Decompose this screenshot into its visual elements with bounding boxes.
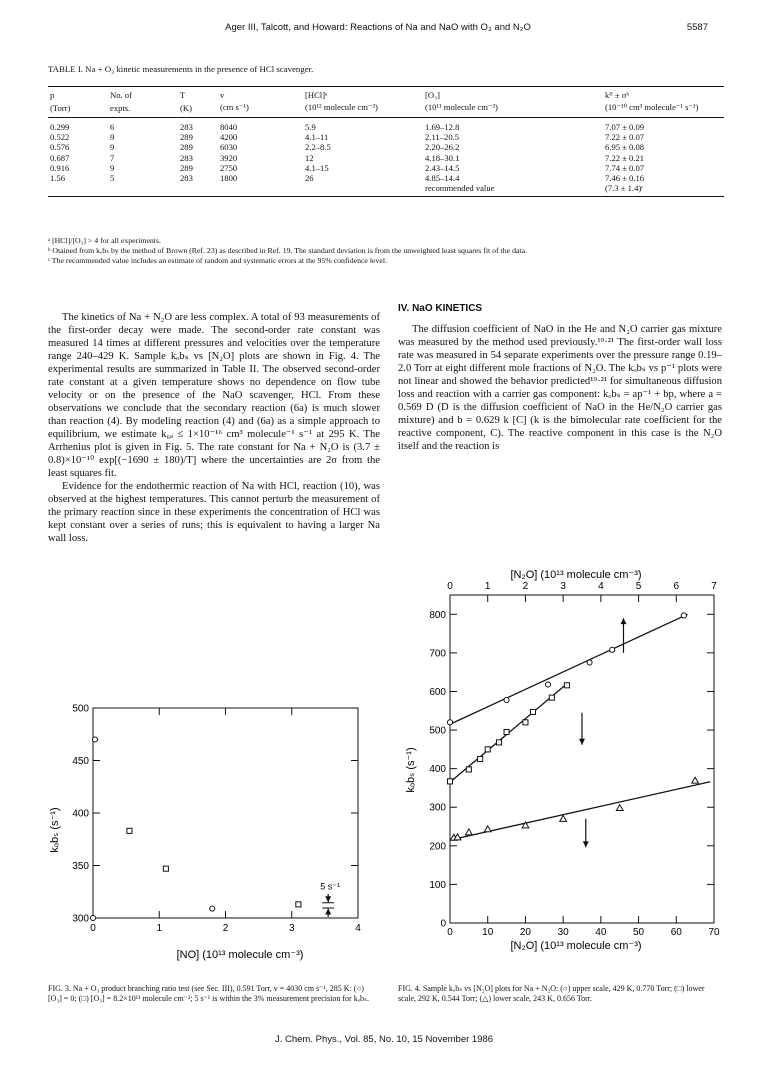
table-cell: (7.3 ± 1.4)ᶜ (603, 183, 724, 197)
fig4-xlabel: [N₂O] (10¹³ molecule cm⁻³) (510, 940, 642, 952)
top-x-tick-label: 6 (673, 581, 680, 592)
table-cell (108, 183, 178, 197)
table-cell: 5.9 (305, 122, 316, 132)
data-point (546, 682, 551, 687)
table-cell (178, 183, 218, 197)
table-cell: 0.299 (50, 122, 70, 132)
table-cell: 4.1–15 (305, 162, 329, 173)
y-tick-label: 450 (72, 756, 89, 767)
data-point (466, 767, 471, 772)
table-cell: 2.43–14.5 (425, 162, 460, 173)
table-cell: 8040 (220, 122, 238, 132)
table-row (48, 118, 724, 133)
x-tick-label: 4 (355, 923, 361, 934)
y-tick-label: 350 (72, 861, 89, 872)
table-body (48, 118, 724, 197)
table-cell: 289 (180, 132, 193, 143)
table-cell: 9 (110, 132, 115, 143)
column-unit: (10⁻¹⁰ cm³ molecule⁻¹ s⁻¹) (603, 101, 724, 118)
column-header: p (48, 87, 108, 102)
arrow-head (325, 909, 331, 915)
x-tick-label: 0 (447, 927, 453, 938)
x-tick-label: 10 (482, 927, 494, 938)
right-column (398, 323, 722, 453)
table-cell: 4.1–11 (305, 132, 329, 143)
table-row (48, 142, 724, 152)
table-cell: 6 (110, 122, 115, 132)
column-unit: (Torr) (48, 101, 108, 118)
data-point (447, 779, 452, 784)
table-cell: 6.95 ± 0.08 (605, 142, 645, 153)
fit-line (450, 614, 688, 724)
left-column (48, 311, 380, 545)
data-point (530, 709, 535, 714)
data-point (478, 756, 483, 761)
data-point (692, 777, 699, 783)
x-tick-label: 3 (288, 923, 295, 934)
table-caption: TABLE I. Na + O₃ kinetic measurements in the presence of HCl scavenger. (48, 64, 314, 74)
table-row (48, 183, 724, 197)
data-point (610, 647, 615, 652)
arrow-head (583, 841, 589, 847)
column-unit: (10¹² molecule cm⁻³) (303, 101, 423, 118)
data-point (92, 737, 97, 742)
x-tick-label: 70 (708, 927, 720, 938)
table-row (48, 153, 724, 163)
y-tick-label: 700 (429, 648, 446, 660)
journal-footer: J. Chem. Phys., Vol. 85, No. 10, 15 November 1986 (274, 1034, 494, 1045)
table-cell: 1.56 (50, 173, 66, 184)
y-tick-label: 100 (429, 879, 446, 891)
table-cell: 289 (180, 162, 193, 173)
column-header: [HCl]ᵃ (303, 87, 423, 102)
plot-frame (93, 708, 358, 918)
fig4-top-label: [N₂O] (10¹³ molecule cm⁻³) (510, 569, 642, 581)
section-heading: IV. NaO KINETICS (398, 303, 483, 314)
column-unit: expts. (108, 101, 178, 118)
data-point (127, 828, 132, 833)
table-footnote-a: ᵃ [HCl]/[O₃] > 4 for all experiments. (48, 236, 161, 245)
figure-4-chart (398, 565, 728, 975)
table-cell: 2.2–8.5 (305, 142, 331, 153)
paragraph: Evidence for the endothermic reaction of Na with HCl, reaction (10), was observed at the highest temperatures. This cannot perturb the measurement of the primary reaction since in these experiments the concentration of HCl was kept constant over a series of runs; this is equivalent to having a larger Na wall loss. (48, 481, 380, 544)
table-cell: 0.687 (50, 152, 70, 163)
table-cell: 12 (305, 152, 314, 163)
y-tick-label: 800 (429, 609, 446, 621)
kinetics-table (48, 86, 724, 197)
y-tick-label: 600 (429, 686, 446, 698)
data-point (485, 747, 490, 752)
data-point (681, 613, 686, 618)
table-cell: recommended value (423, 183, 603, 197)
y-tick-label: 0 (440, 918, 446, 930)
y-tick-label: 300 (72, 913, 89, 925)
top-x-tick-label: 1 (484, 581, 491, 592)
table-cell: 289 (180, 142, 193, 153)
table-cell (218, 183, 303, 197)
column-header: [O₃] (423, 87, 603, 102)
figure-4-caption: FIG. 4. Sample kₒbₛ vs [N₂O] plots for Na + N₂O: (○) upper scale, 429 K, 0.770 Torr; (□) lower scale, 292 K, 0.544 Torr; (△) lower scale, 243 K, 0.656 Torr. (398, 984, 705, 1003)
table-cell: 1.69–12.8 (425, 122, 460, 132)
table-cell: 7.07 ± 0.09 (605, 122, 645, 132)
y-tick-label: 400 (72, 808, 89, 820)
table-cell: 5 (110, 173, 115, 184)
arrow-head (325, 896, 331, 902)
data-point (504, 697, 509, 702)
table-cell (303, 183, 423, 197)
table-row (48, 132, 724, 142)
figure-3-chart (40, 690, 380, 970)
data-point (549, 695, 554, 700)
table-cell: 0.916 (50, 162, 70, 173)
table-cell: 283 (180, 173, 193, 184)
data-point (484, 826, 491, 832)
top-x-tick-label: 3 (560, 581, 566, 592)
table-cell: 3920 (220, 152, 238, 163)
column-header: v (218, 87, 303, 102)
x-tick-label: 0 (90, 923, 96, 934)
x-tick-label: 1 (156, 923, 163, 934)
data-point (523, 720, 528, 725)
page-number: 5587 (686, 22, 708, 33)
table-cell: 0.522 (50, 132, 70, 143)
column-header: T (178, 87, 218, 102)
table-cell: 2.20–26.2 (425, 142, 460, 153)
x-tick-label: 40 (595, 927, 607, 938)
table-cell: 4.85–14.4 (425, 173, 460, 184)
data-point (587, 660, 592, 665)
top-x-tick-label: 2 (522, 581, 529, 592)
data-point (616, 805, 623, 811)
top-x-tick-label: 0 (447, 581, 453, 592)
x-tick-label: 30 (557, 927, 569, 938)
x-tick-label: 50 (633, 927, 645, 938)
annotation-label: 5 s⁻¹ (320, 881, 341, 892)
y-tick-label: 200 (429, 841, 446, 853)
y-tick-label: 300 (429, 802, 446, 814)
y-tick-label: 400 (429, 764, 446, 776)
top-x-tick-label: 7 (711, 581, 717, 592)
column-unit: (cm s⁻¹) (218, 101, 303, 118)
table-footnote-b: ᵇ Otained from kₒbₛ by the method of Brown (Ref. 23) as described in Ref. 19. The standard deviation is from the unweighted least squares fit of the data. (48, 246, 528, 255)
data-point (496, 740, 501, 745)
x-tick-label: 20 (519, 927, 531, 938)
table-cell: 283 (180, 122, 193, 132)
table-cell: 7 (110, 152, 115, 163)
table-cell: 4200 (220, 132, 238, 143)
arrow-head (579, 739, 585, 745)
table-row (48, 173, 724, 183)
fig3-xlabel: [NO] (10¹³ molecule cm⁻³) (176, 949, 304, 961)
data-point (465, 829, 472, 835)
column-unit: (10¹¹ molecule cm⁻³) (423, 101, 603, 118)
table-cell (48, 183, 108, 197)
table-cell: 283 (180, 152, 193, 163)
table-footnote-c: ᶜ The recommended value includes an estimate of random and systematic errors at the 95% confidence level. (48, 256, 387, 265)
table-row (48, 163, 724, 173)
x-tick-label: 2 (222, 923, 229, 934)
data-point (163, 866, 168, 871)
y-tick-label: 500 (429, 725, 446, 737)
top-x-tick-label: 5 (635, 581, 642, 592)
table-cell: 9 (110, 162, 115, 173)
table-cell: 7.74 ± 0.07 (605, 162, 645, 173)
fig4-ylabel: kₒbₛ (s⁻¹) (405, 747, 417, 793)
y-tick-label: 500 (72, 703, 89, 715)
x-tick-label: 60 (670, 927, 682, 938)
table-cell: 1800 (220, 173, 238, 184)
top-x-tick-label: 4 (598, 581, 604, 592)
data-point (504, 729, 509, 734)
paragraph: The diffusion coefficient of NaO in the He and N₂O carrier gas mixture was measured by the method used previously.¹⁹·²¹ The first-order wall loss rate was measured in 54 separate experiments over the pressure range 0.19–2.0 Torr at eight different mole fractions of N₂O. The kₒbₛ vs p⁻¹ plots were not linear and showed the behavior predicted¹⁹·²¹ for simultaneous diffusion loss and reaction with a carrier gas component: kₒbₛ = ap⁻¹ + bp, where a = 0.569 D (D is the diffusion coefficient of NaO in the He/N₂O carrier gas mixture) and b = 0.629 k [C] (k is the bimolecular rate coefficient for the reactive component, C). The reactive component in this case is the N₂O itself and the reaction is (398, 324, 722, 452)
data-point (90, 915, 95, 920)
column-header: kᴵᴵ ± σᵇ (603, 87, 724, 102)
table-cell: 2750 (220, 162, 238, 173)
table-cell: 2.11–20.5 (425, 132, 460, 143)
arrow-head (620, 618, 626, 624)
column-unit: (K) (178, 101, 218, 118)
running-title: Ager III, Talcott, and Howard: Reactions of Na and NaO with O₃ and N₂O (225, 22, 531, 33)
data-point (447, 720, 452, 725)
table-cell: 7.22 ± 0.21 (605, 152, 645, 163)
table-header (48, 87, 724, 118)
table-cell: 26 (305, 173, 314, 184)
table-cell: 7.46 ± 0.16 (605, 173, 645, 184)
table-cell: 9 (110, 142, 115, 153)
table-cell: 0.576 (50, 142, 70, 153)
table-cell: 6030 (220, 142, 238, 153)
fig3-ylabel: kₒbₛ (s⁻¹) (49, 807, 61, 853)
data-point (210, 906, 215, 911)
figure-3-caption: FIG. 3. Na + O₃ product branching ratio test (see Sec. III), 0.591 Torr, v = 4030 cm s⁻¹, 285 K: (○) [O₃] = 0; (□) [O₃] = 8.2×10¹¹ molecule cm⁻³; 5 s⁻¹ is within the 3% measurement precision for kₒbₛ. (48, 984, 369, 1003)
column-header: No. of (108, 87, 178, 102)
table-cell: 4.18–30.1 (425, 152, 460, 163)
data-point (560, 815, 567, 821)
data-point (296, 902, 301, 907)
paragraph: The kinetics of Na + N₂O are less complex. A total of 93 measurements of the first-order decay were made. The second-order rate constant was measured 14 times at different pressures and velocities over the temperature range 240–429 K. Sample kₒbₛ vs [N₂O] plots are shown in Fig. 4. The experimental results are summarized in Table II. The observed second-order rate constant at a given temperature shows no dependence on flow tube velocity or on the presence of the NaO scavenger, HCl. From these observations we conclude that the secondary reaction (6a) is much slower than reaction (4). By modeling reaction (4) and (6a) as a simple approach to equilibrium, we estimate k₆ₐ ≤ 1×10⁻¹⁶ cm³ molecule⁻¹ s⁻¹ at 295 K. The Arrhenius plot is given in Fig. 5. The rate constant for Na + N₂O is (3.7 ± 0.8)×10⁻¹⁰ exp[(−1690 ± 180)/T] where the uncertainties are 2σ from the least squares fit. (48, 312, 380, 479)
plot-frame (450, 595, 714, 923)
table-cell: 7.22 ± 0.07 (605, 132, 645, 143)
data-point (564, 683, 569, 688)
